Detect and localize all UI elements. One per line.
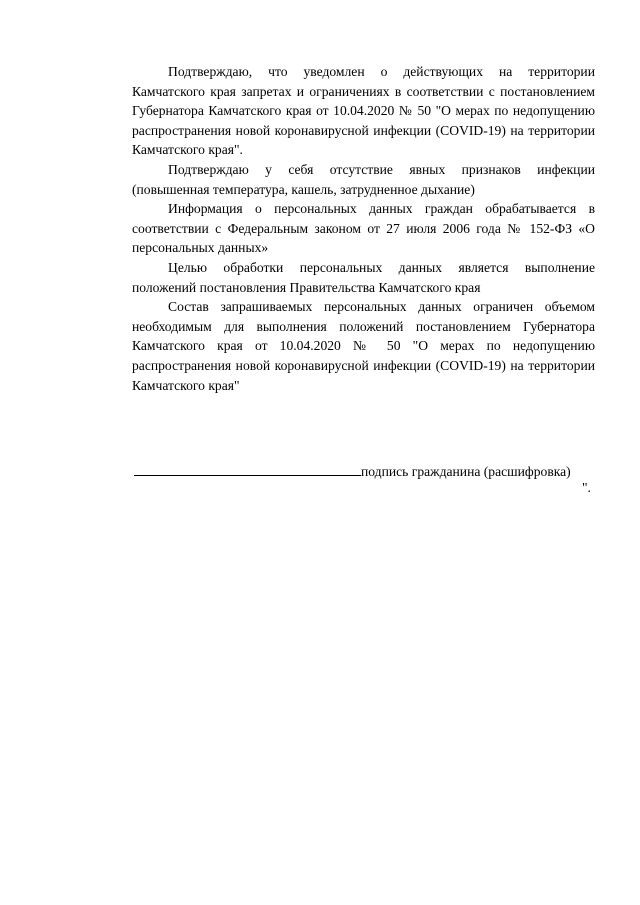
paragraph-no-symptoms: Подтверждаю у себя отсутствие явных признаков инфекции (повышенная температура, кашель, затрудненное дыхание): [132, 161, 595, 197]
signature-blank: [134, 460, 361, 476]
paragraph-processing-purpose: Целью обработки персональных данных является выполнение положений постановления Правительства Камчатского края: [132, 259, 595, 295]
closing-mark: ".: [582, 480, 591, 495]
document-body: [132, 62, 595, 395]
signature-line: [134, 460, 597, 482]
paragraph-data-scope: Состав запрашиваемых персональных данных ограничен объемом необходимым для выполнения положений постановлением Губернатора Камчатского края от 10.04.2020 № 50 "О мерах по недопущению распространения новой коронавирусной инфекции (COVID-19) на территории Камчатского края": [132, 299, 595, 393]
signature-caption: подпись гражданина (расшифровка): [361, 464, 571, 479]
paragraph-notification-acknowledgement: Подтверждаю, что уведомлен о действующих на территории Камчатского края запретах и ограничениях в соответствии с постановлением Губернатора Камчатского края от 10.04.2020 № 50 "О мерах по недопущению распространения новой коронавирусной инфекции (COVID-19) на территории Камчатского края".: [132, 64, 595, 158]
paragraph-personal-data-law: Информация о персональных данных граждан обрабатывается в соответствии с Федеральным законом от 27 июля 2006 года № 152-ФЗ «О персональных данных»: [132, 201, 595, 256]
